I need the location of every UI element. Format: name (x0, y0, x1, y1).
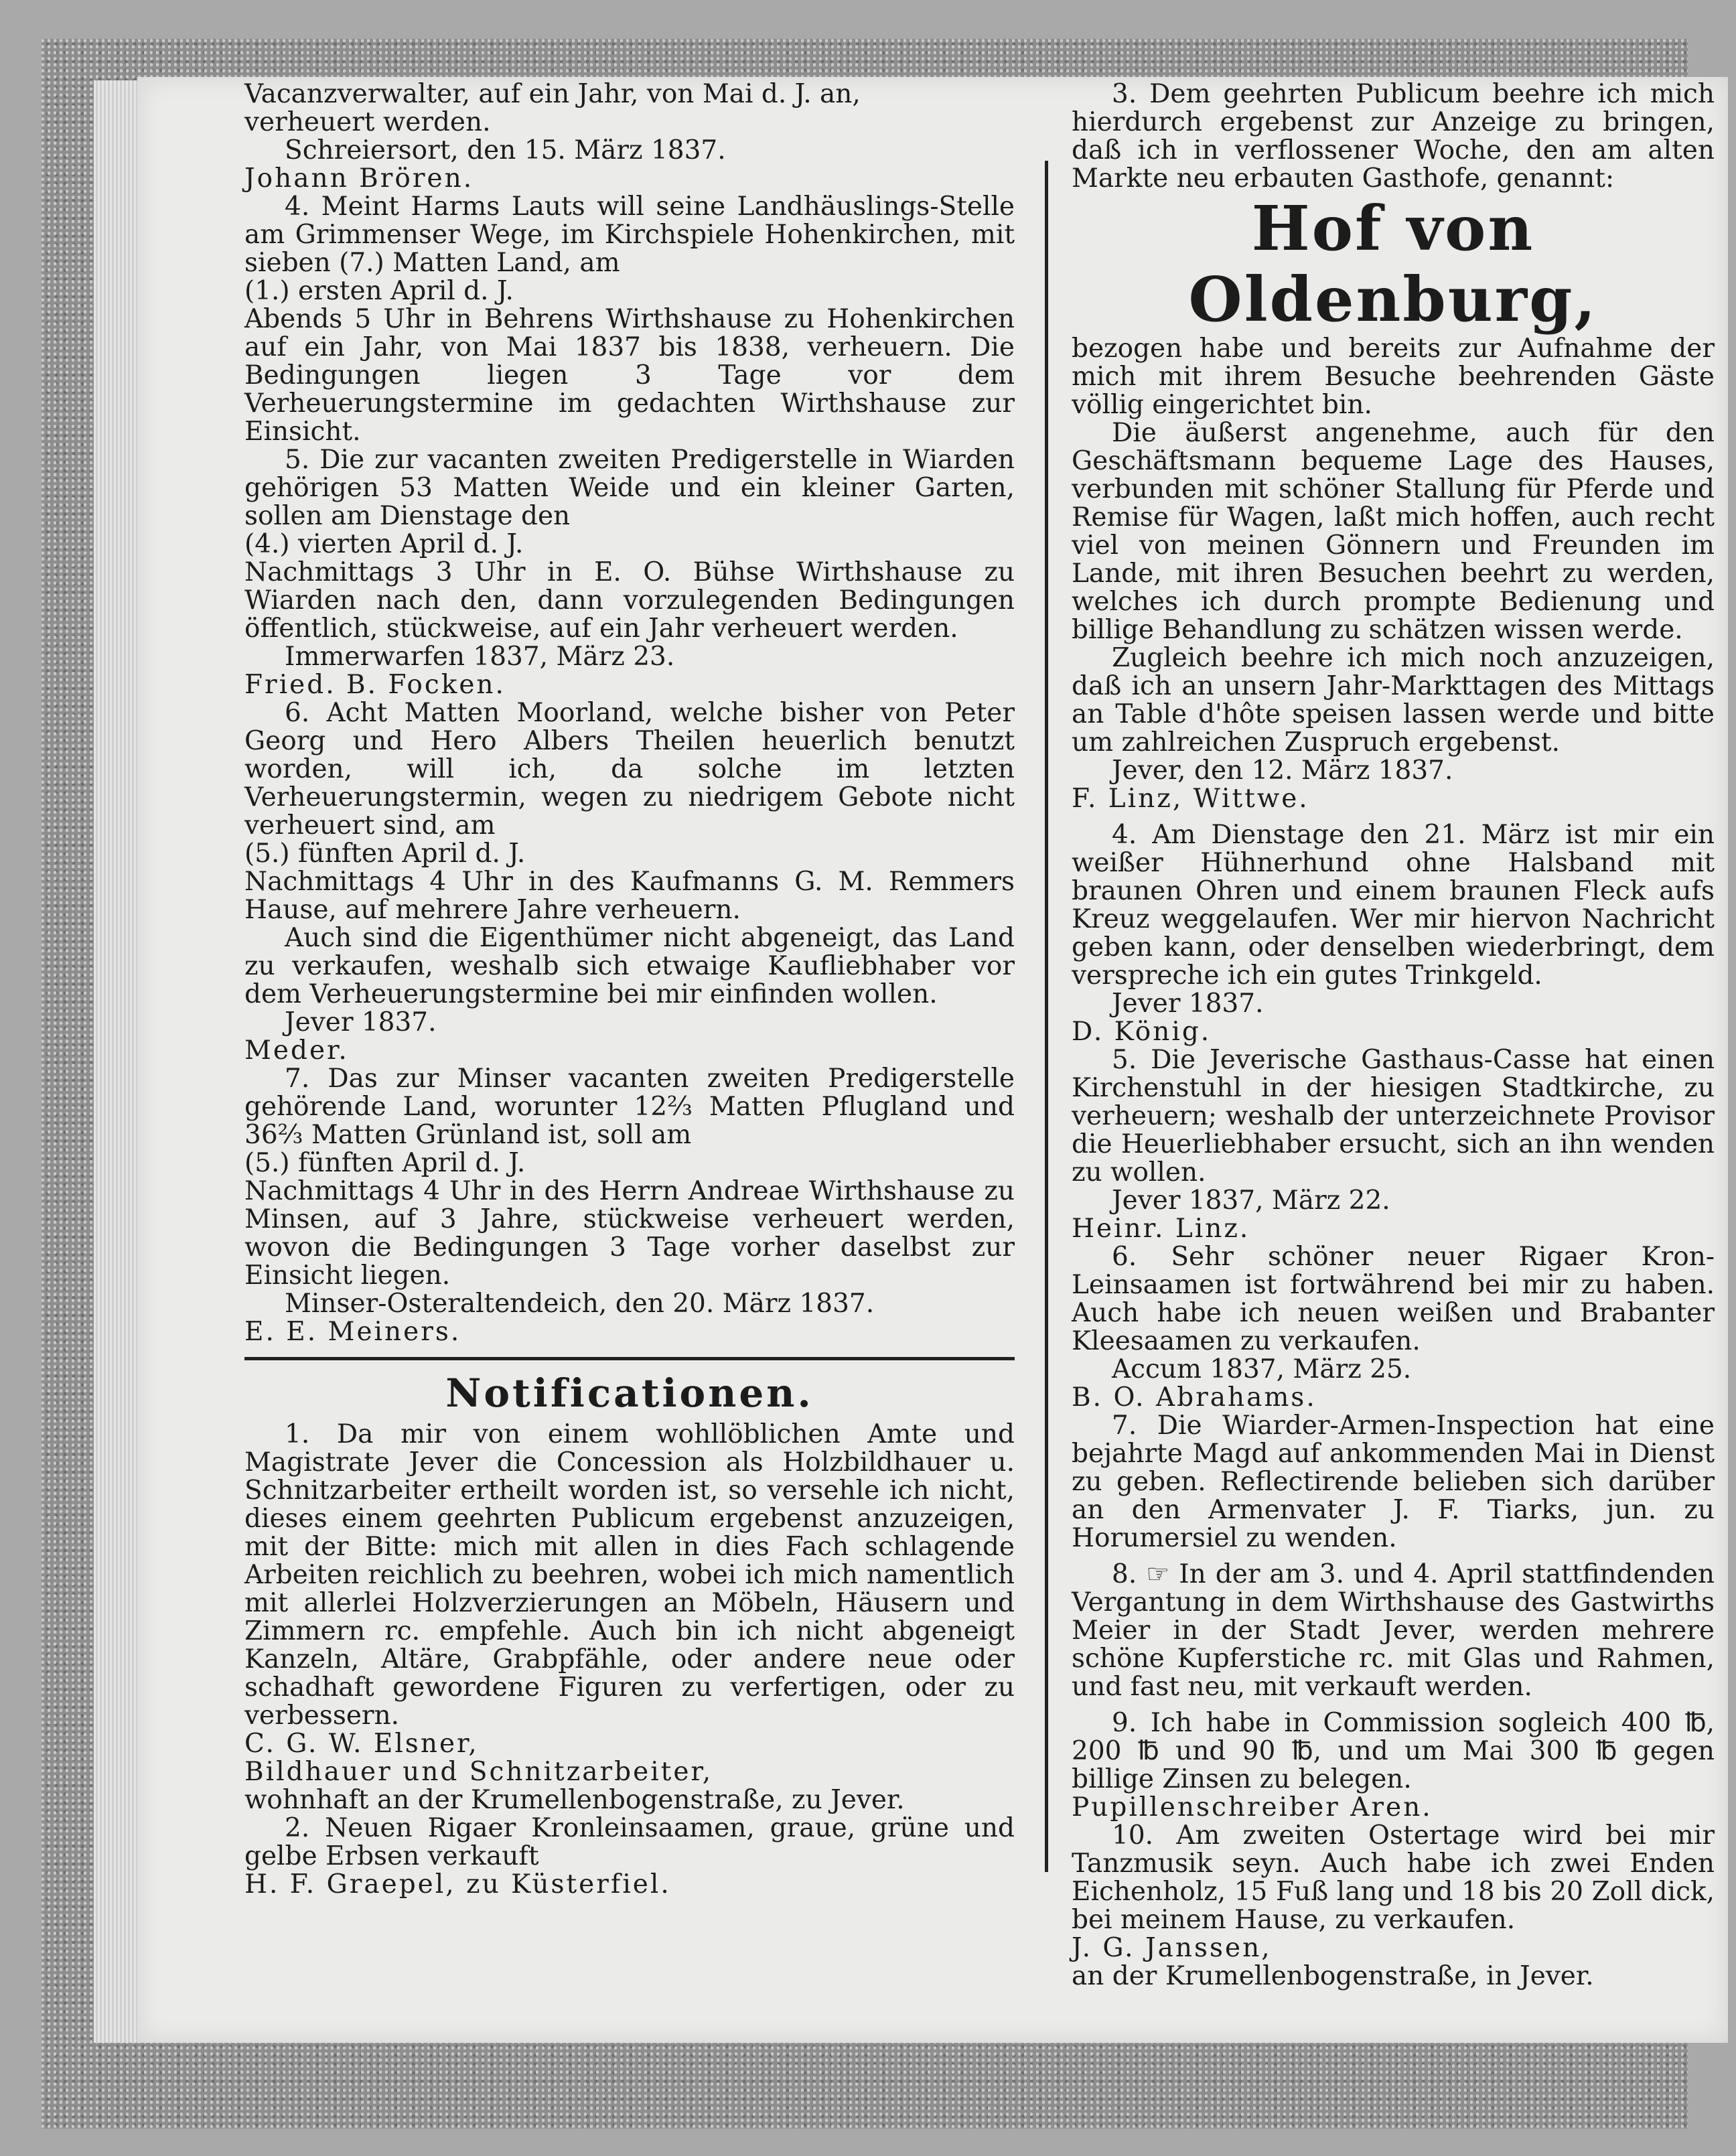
left-column (244, 80, 1015, 1899)
page-edges (94, 80, 141, 2043)
r-ad-3-text2: bezogen habe und bereits zur Aufnahme der mich mit ihrem Besuche beehrenden Gäste völlig eingerichtet bin. (1072, 334, 1715, 420)
ad-4-text2: Abends 5 Uhr in Behrens Wirthshause zu Hohenkirchen auf ein Jahr, von Mai 1837 bis 1838, verheuern. Die Bedingungen liegen 3 Tage vor dem Verheuerungstermine im gedachten Wirthshause zur Einsicht. (244, 304, 1015, 447)
ad-5-text: 5. Die zur vacanten zweiten Predigerstelle in Wiarden gehörigen 53 Matten Weide und ein kleiner Garten, sollen am Dienstage den (244, 445, 1015, 531)
r-ad-10-signature: J. G. Janssen, (1072, 1933, 1272, 1963)
r-ad-3-text3: Die äußerst angenehme, auch für den Geschäftsmann bequeme Lage des Hauses, verbunden mit schöner Stallung für Pferde und Remise für Wagen, laßt mich hoffen, auch recht viel von meinen Gönnern und Freunden im Lande, mit ihren Besuchen beehrt zu werden, welches ich durch prompte Bedienung und billige Behandlung zu schätzen wissen werde. (1072, 418, 1715, 645)
ad-7-date: (5.) fünften April d. J. (244, 1148, 526, 1178)
ad-7-signature: E. E. Meiners. (244, 1317, 461, 1347)
notif-1-signature3: wohnhaft an der Krumellenbogenstraße, zu Jever. (244, 1785, 905, 1815)
ad-6-text3: Auch sind die Eigenthümer nicht abgeneigt, das Land zu verkaufen, weshalb sich etwaige Kaufliebhaber vor dem Verheuerungstermine bei mir einfinden wollen. (244, 923, 1015, 1009)
notif-1-signature2: Bildhauer und Schnitzarbeiter, (244, 1757, 713, 1787)
section-heading: Notificationen. (445, 1370, 814, 1416)
ad-6-date: (5.) fünften April d. J. (244, 839, 526, 869)
r-ad-10-text: 10. Am zweiten Ostertage wird bei mir Tanzmusik seyn. Auch habe ich zwei Enden Eichenholz, 15 Fuß lang und 18 bis 20 Zoll dick, bei meinem Hause, zu verkaufen. (1072, 1820, 1715, 1935)
r-ad-3-text4: Zugleich beehre ich mich noch anzuzeigen, daß ich an unsern Jahr-Markttagen des Mittags an Table d'hôte speisen lassen werde und bitte um zahlreichen Zuspruch ergebenst. (1072, 643, 1715, 758)
ad-4-text: 4. Meint Harms Lauts will seine Landhäuslings-Stelle am Grimmenser Wege, im Kirchspiele Hohenkirchen, mit sieben (7.) Matten Land, am (244, 192, 1015, 278)
ad-6-place-date: Jever 1837. (285, 1007, 437, 1037)
carry-place-date: Schreiersort, den 15. März 1837. (285, 135, 726, 165)
ad-5-date: (4.) vierten April d. J. (244, 529, 524, 559)
ad-7-text: 7. Das zur Minser vacanten zweiten Predigerstelle gehörende Land, worunter 12⅔ Matten Pflugland und 36⅔ Matten Grünland ist, soll am (244, 1064, 1015, 1150)
section-rule (244, 1357, 1015, 1360)
column-divider (1045, 161, 1048, 1872)
ad-5-place-date: Immerwarfen 1837, März 23. (285, 642, 675, 672)
r-ad-7-text: 7. Die Wiarder-Armen-Inspection hat eine bejahrte Magd auf ankommenden Mai in Dienst zu geben. Reflectirende belieben sich darüber an den Armenvater J. F. Tiarks, jun. zu Horumersiel zu wenden. (1072, 1411, 1715, 1553)
ad-4-date: (1.) ersten April d. J. (244, 276, 514, 306)
ad-5-text2: Nachmittags 3 Uhr in E. O. Bühse Wirthshause zu Wiarden nach den, dann vorzulegenden Bedingungen öffentlich, stückweise, auf ein Jahr verheuert werden. (244, 557, 1015, 644)
r-ad-3-signature: F. Linz, Wittwe. (1072, 784, 1309, 814)
r-ad-4-text: 4. Am Dienstage den 21. März ist mir ein weißer Hühnerhund ohne Halsband mit braunen Ohren und einem braunen Fleck aufs Kreuz weggelaufen. Wer mir hiervon Nachricht geben kann, oder denselben wiederbringt, dem verspreche ich ein gutes Trinkgeld. (1072, 820, 1715, 991)
r-ad-6-text: 6. Sehr schöner neuer Rigaer Kron-Leinsaamen ist fortwährend bei mir zu haben. Auch habe ich neuen weißen und Brabanter Kleesaamen zu verkaufen. (1072, 1242, 1715, 1356)
r-ad-6-place-date: Accum 1837, März 25. (1112, 1354, 1412, 1384)
ad-6-text: 6. Acht Matten Moorland, welche bisher von Peter Georg und Hero Albers Theilen heuerlich benutzt worden, will ich, da solche im letzten Verheuerungstermin, wegen zu niedrigem Gebote nicht verheuert sind, am (244, 698, 1015, 841)
ad-6-text2: Nachmittags 4 Uhr in des Kaufmanns G. M. Remmers Hause, auf mehrere Jahre verheuern. (244, 867, 1015, 925)
r-ad-4-signature: D. König. (1072, 1017, 1212, 1047)
r-ad-8-text: 8. ☞ In der am 3. und 4. April stattfindenden Vergantung in dem Wirthshause des Gastwirths Meier in der Stadt Jever, werden mehrere schöne Kupferstiche rc. mit Glas und Rahmen, und fast neu, mit verkauft werden. (1072, 1559, 1715, 1702)
ad-7-place-date: Minser-Osteraltendeich, den 20. März 1837. (285, 1289, 875, 1319)
r-ad-3-text: 3. Dem geehrten Publicum beehre ich mich hierdurch ergebenst zur Anzeige zu bringen, daß ich in verflossener Woche, den am alten Markte neu erbauten Gasthofe, genannt: (1072, 79, 1715, 194)
notif-2-signature: H. F. Graepel, zu Küsterfiel. (244, 1869, 671, 1899)
carry-over-line-1: Vacanzverwalter, auf ein Jahr, von Mai d. J. an, (244, 79, 861, 109)
r-ad-10-signature2: an der Krumellenbogenstraße, in Jever. (1072, 1961, 1594, 1991)
r-ad-3-place-date: Jever, den 12. März 1837. (1112, 756, 1453, 786)
carry-signature: Johann Brören. (244, 163, 474, 194)
r-ad-3-hotel-name: Hof von Oldenburg, (1188, 192, 1598, 336)
ad-7-text2: Nachmittags 4 Uhr in des Herrn Andreae Wirthshause zu Minsen, auf 3 Jahre, stückweise verheuert werden, wovon die Bedingungen 3 Tage vorher daselbst zur Einsicht liegen. (244, 1176, 1015, 1291)
notif-2-text: 2. Neuen Rigaer Kronleinsaamen, graue, grüne und gelbe Erbsen verkauft (244, 1813, 1015, 1871)
r-ad-5-text: 5. Die Jeverische Gasthaus-Casse hat einen Kirchenstuhl in der hiesigen Stadtkirche, zu verheuern; weshalb der unterzeichnete Provisor die Heuerliebhaber ersucht, sich an ihn wenden zu wollen. (1072, 1045, 1715, 1188)
r-ad-5-signature: Heinr. Linz. (1072, 1214, 1250, 1244)
ad-5-signature: Fried. B. Focken. (244, 670, 506, 700)
r-ad-4-place-date: Jever 1837. (1112, 989, 1264, 1019)
notif-1-text: 1. Da mir von einem wohllöblichen Amte und Magistrate Jever die Concession als Holzbildhauer u. Schnitzarbeiter ertheilt worden ist, so versehle ich nicht, dieses einem geehrten Publicum ergebenst anzuzeigen, mit der Bitte: mich mit allen in dies Fach schlagende Arbeiten reichlich zu beehren, wobei ich mich namentlich mit allerlei Holzverzierungen an Möbeln, Häusern und Zimmern rc. empfehle. Auch bin ich nicht abgeneigt Kanzeln, Altäre, Grabpfähle, oder andere neue oder schadhaft gewordene Figuren zu verfertigen, oder zu verbessern. (244, 1419, 1015, 1731)
ad-6-signature: Meder. (244, 1035, 349, 1066)
r-ad-9-text: 9. Ich habe in Commission sogleich 400 ℔, 200 ℔ und 90 ℔, und um Mai 300 ℔ gegen billige Zinsen zu belegen. (1072, 1708, 1715, 1794)
r-ad-6-signature: B. O. Abrahams. (1072, 1382, 1317, 1413)
r-ad-5-place-date: Jever 1837, März 22. (1112, 1185, 1390, 1216)
right-column (1072, 80, 1715, 1991)
notif-1-signature: C. G. W. Elsner, (244, 1729, 479, 1759)
r-ad-9-signature: Pupillenschreiber Aren. (1072, 1792, 1433, 1822)
carry-over-line-2: verheuert werden. (244, 107, 491, 137)
